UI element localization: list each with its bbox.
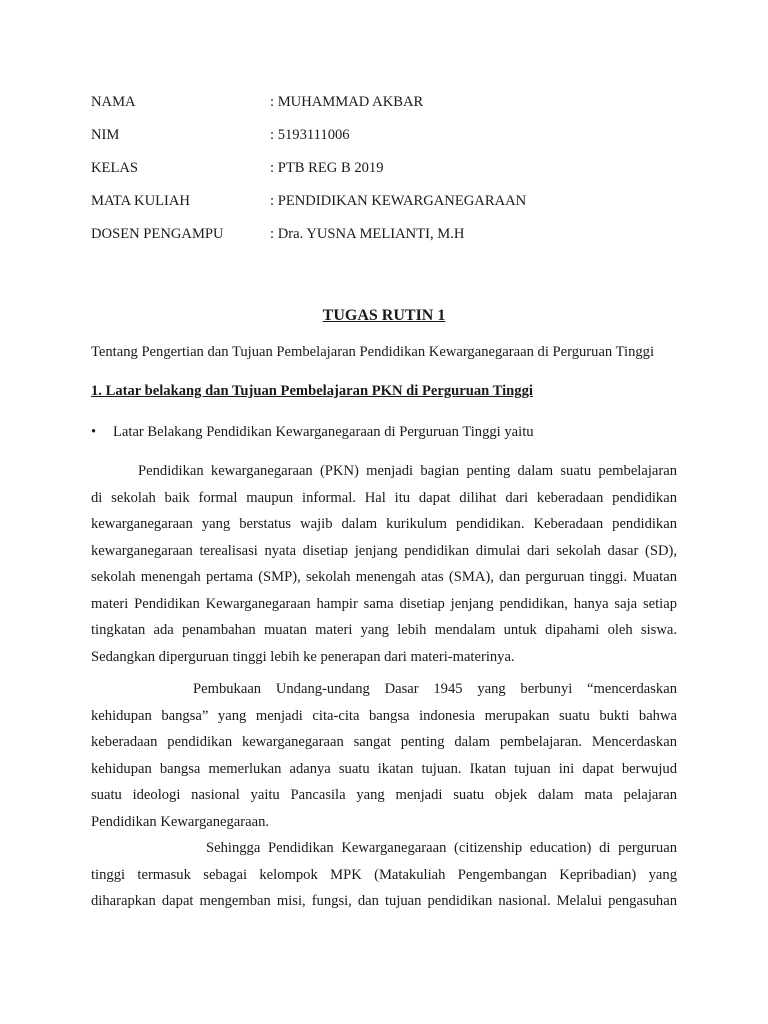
info-label: DOSEN PENGAMPU — [91, 226, 224, 242]
section-heading: 1. Latar belakang dan Tujuan Pembelajaran PKN di Perguruan Tinggi — [91, 383, 533, 399]
info-label: MATA KULIAH — [91, 193, 190, 209]
paragraph-line: materi Pendidikan Kewarganegaraan hampir sama disetiap jenjang pendidikan, hanya saja setiap — [91, 595, 677, 612]
info-value: : PTB REG B 2019 — [270, 160, 384, 176]
paragraph-line: Sedangkan diperguruan tinggi lebih ke penerapan dari materi-materinya. — [91, 648, 515, 665]
paragraph-line: di sekolah baik formal maupun informal. Hal itu dapat dilihat dari keberadaan pendidikan — [91, 489, 677, 506]
paragraph-line: kehidupan bangsa memerlukan adanya suatu ikatan tujuan. Ikatan tujuan ini dapat berwujud — [91, 760, 677, 777]
paragraph-line: Pendidikan kewarganegaraan (PKN) menjadi bagian penting dalam suatu pembelajaran — [138, 463, 677, 479]
bullet-icon: • — [91, 424, 97, 440]
paragraph-line: tingkatan ada penambahan muatan materi yang lebih mendalam untuk dipahami oleh siswa. — [91, 622, 677, 638]
info-value: : MUHAMMAD AKBAR — [270, 94, 424, 110]
paragraph-line: kewarganegaraan yang berstatus wajib dalam kurikulum pendidikan. Keberadaan pendidikan — [91, 516, 677, 532]
paragraph-3 — [91, 838, 677, 918]
paragraph-1 — [91, 461, 677, 673]
paragraph-line: diharapkan dapat mengemban misi, fungsi, dan tujuan pendidikan nasional. Melalui pengasuhan — [91, 893, 677, 909]
info-label: NIM — [91, 127, 120, 143]
paragraph-line: Pendidikan Kewarganegaraan. — [91, 813, 270, 830]
paragraph-line: suatu ideologi nasional yaitu Pancasila yang menjadi suatu objek dalam mata pelajaran — [91, 787, 677, 803]
info-value: : Dra. YUSNA MELIANTI, M.H — [270, 226, 465, 242]
paragraph-line: kewarganegaraan terealisasi nyata disetiap jenjang pendidikan dimulai dari sekolah dasar (SD), — [91, 542, 677, 559]
document-subtitle: Tentang Pengertian dan Tujuan Pembelajaran Pendidikan Kewarganegaraan di Perguruan Tinggi — [91, 344, 655, 360]
info-label: NAMA — [91, 94, 136, 110]
bullet-text: Latar Belakang Pendidikan Kewarganegaraan di Perguruan Tinggi yaitu — [113, 424, 534, 440]
info-label: KELAS — [91, 160, 139, 176]
paragraph-line: Pembukaan Undang-undang Dasar 1945 yang berbunyi “mencerdaskan — [193, 681, 677, 697]
document-title: TUGAS RUTIN 1 — [322, 307, 446, 324]
paragraph-line: sekolah menengah pertama (SMP), sekolah menengah atas (SMA), dan perguruan tinggi. Muatan — [91, 569, 677, 585]
bullet-item — [91, 424, 534, 441]
info-value: : PENDIDIKAN KEWARGANEGARAAN — [270, 193, 527, 209]
paragraph-2 — [91, 679, 677, 838]
paragraph-line: Sehingga Pendidikan Kewarganegaraan (citizenship education) di perguruan — [206, 840, 677, 856]
paragraph-line: keberadaan pendidikan kewarganegaraan sangat penting dalam pembelajaran. Mencerdaskan — [91, 734, 677, 750]
paragraph-line: tinggi termasuk sebagai kelompok MPK (Matakuliah Pengembangan Kepribadian) yang — [91, 866, 677, 883]
info-value: : 5193111006 — [270, 127, 350, 143]
paragraph-line: kehidupan bangsa” yang menjadi cita-cita bangsa indonesia merupakan suatu bukti bahwa — [91, 707, 677, 724]
